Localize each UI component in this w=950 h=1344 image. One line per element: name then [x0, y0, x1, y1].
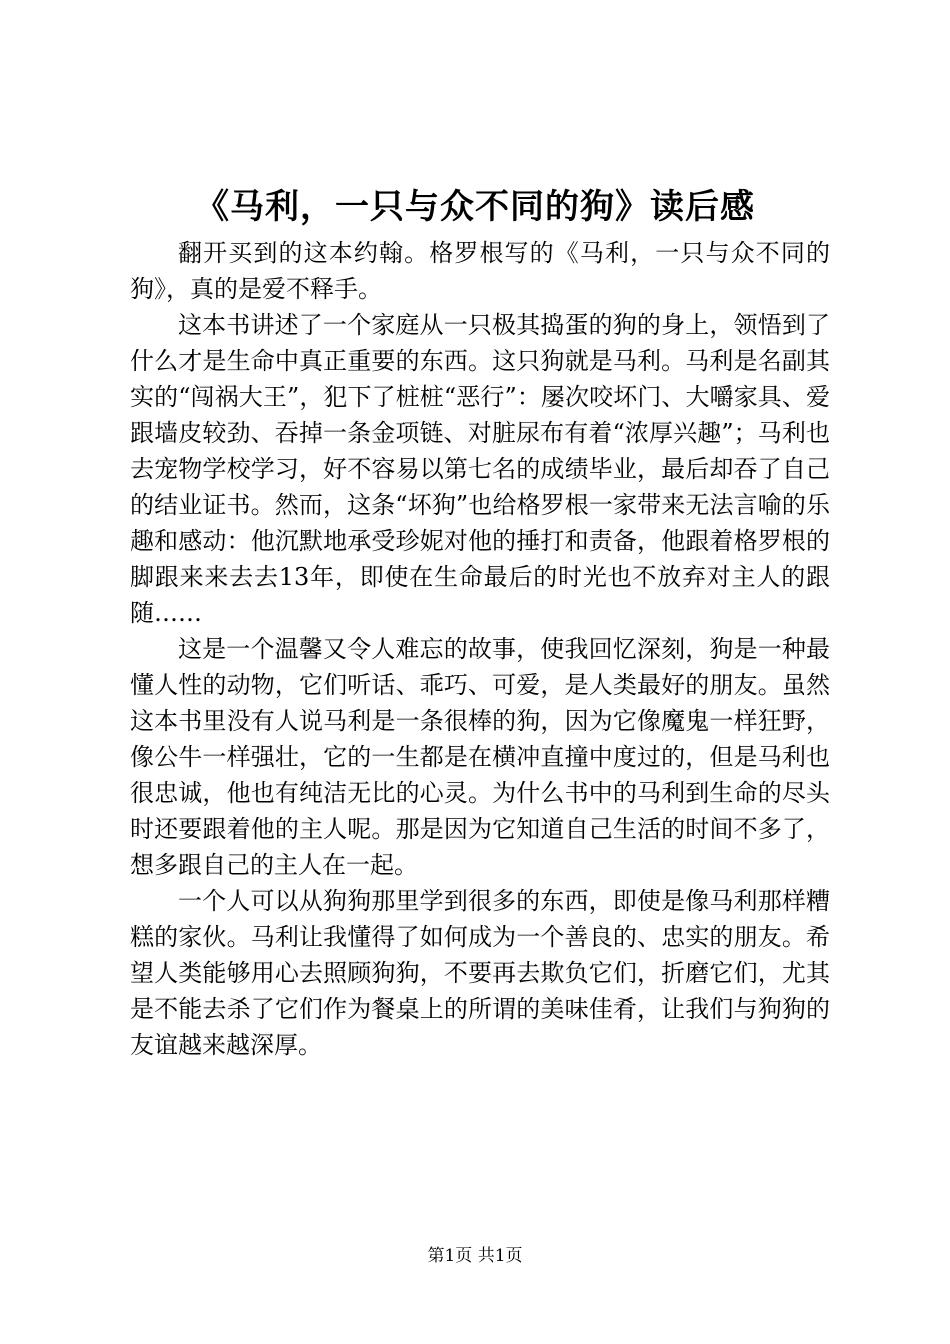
paragraph-4: 一个人可以从狗狗那里学到很多的东西，即使是像马利那样糟糕的家伙。马利让我懂得了如何成为一个善良的、忠实的朋友。希望人类能够用心去照顾狗狗，不要再去欺负它们，折磨它们，尤其是不能去杀了它们作为餐桌上的所谓的美味佳肴，让我们与狗狗的友谊越来越深厚。: [130, 887, 830, 1059]
paragraph-1: 翻开买到的这本约翰。格罗根写的《马利，一只与众不同的狗》，真的是爱不释手。: [130, 239, 830, 303]
paragraph-3: 这是一个温馨又令人难忘的故事，使我回忆深刻，狗是一种最懂人性的动物，它们听话、乖巧、可爱，是人类最好的朋友。虽然这本书里没有人说马利是一条很棒的狗，因为它像魔鬼一样狂野，像公牛一样强壮，它的一生都是在横冲直撞中度过的，但是马利也很忠诚，他也有纯洁无比的心灵。为什么书中的马利到生命的尽头时还要跟着他的主人呢。那是因为它知道自己生活的时间不多了，想多跟自己的主人在一起。: [130, 635, 830, 879]
page-number-footer: 第1页 共1页: [427, 1246, 523, 1266]
document-title: 《马利，一只与众不同的狗》读后感: [195, 187, 755, 227]
document-body: [130, 235, 830, 1063]
paragraph-2: 这本书讲述了一个家庭从一只极其捣蛋的狗的身上，领悟到了什么才是生命中真正重要的东西。这只狗就是马利。马利是名副其实的“闯祸大王”，犯下了桩桩“恶行”：屡次咬坏门、大嚼家具、爱跟墙皮较劲、吞掉一条金项链、对脏尿布有着“浓厚兴趣”；马利也去宠物学校学习，好不容易以第七名的成绩毕业，最后却吞了自己的结业证书。然而，这条“坏狗”也给格罗根一家带来无法言喻的乐趣和感动：他沉默地承受珍妮对他的捶打和责备，他跟着格罗根的脚跟来来去去13年，即使在生命最后的时光也不放弃对主人的跟随……: [130, 311, 830, 627]
